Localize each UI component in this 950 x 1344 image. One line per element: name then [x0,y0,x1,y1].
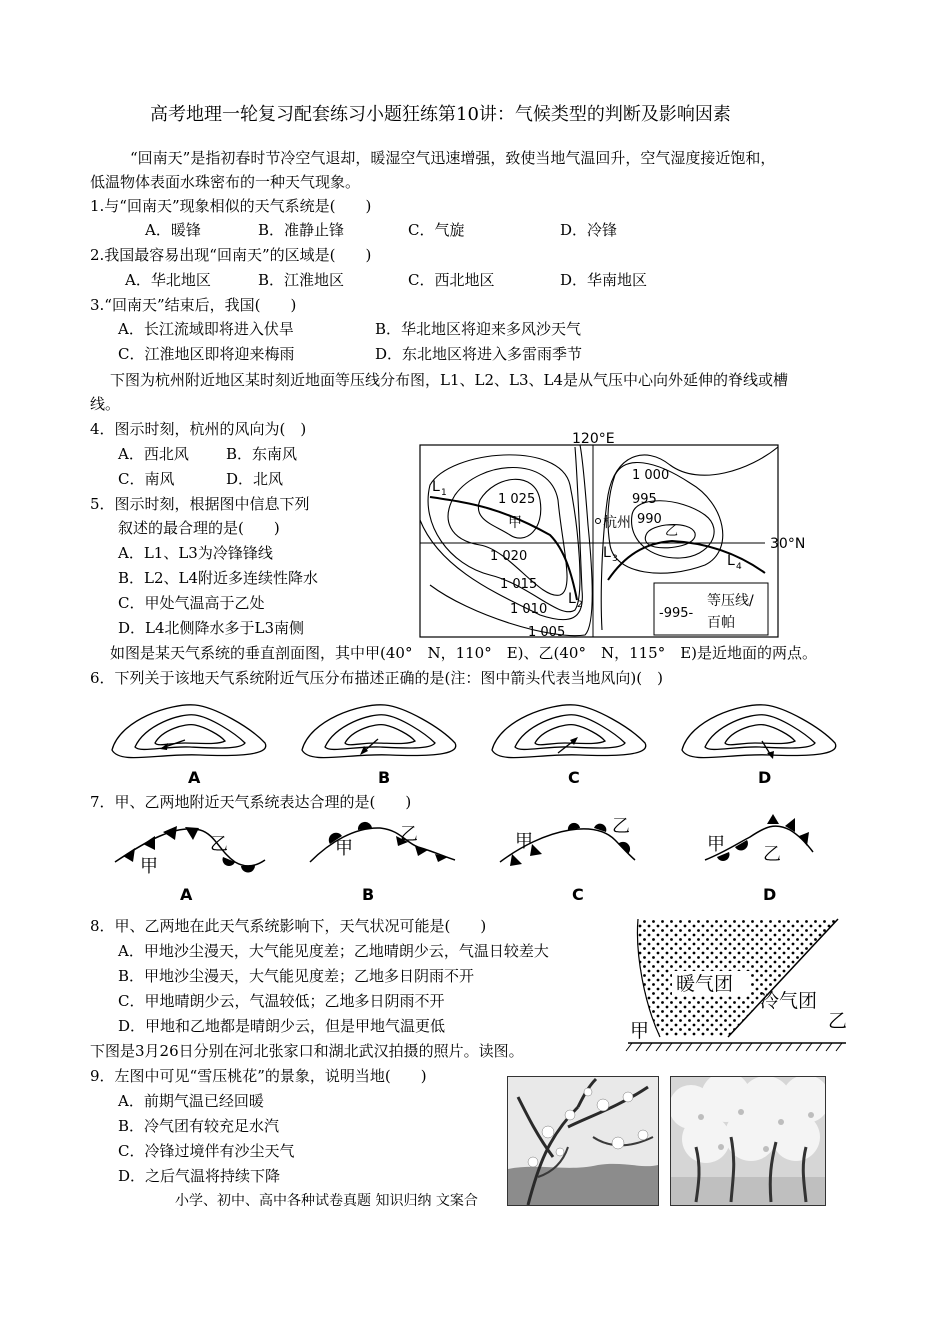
q2-option-d[interactable]: D．华南地区 [560,271,648,289]
L2-sub: 2 [577,600,583,610]
q3-option-c[interactable]: C．江淮地区即将迎来梅雨 [118,345,295,363]
q7-b-yi: 乙 [400,824,418,845]
question-3-stem: 3.“回南天”结束后，我国( ) [90,296,297,314]
section-jia: 甲 [630,1020,650,1042]
q1-option-b[interactable]: B．准静止锋 [258,221,345,239]
latitude-label: 30°N [770,536,806,552]
isobar-label-1010: 1 010 [510,602,548,617]
isobar-label-1005: 1 005 [528,625,566,640]
q7-label-a: A [180,885,193,904]
warm-air-label: 暖气团 [676,973,734,995]
q6-diagram-c[interactable] [492,705,646,787]
q6-diagram-d[interactable] [682,705,836,787]
L1-label: L [432,479,440,495]
q7-label-c: C [572,885,584,904]
q7-diagram-d[interactable] [705,814,813,904]
isobar-label-1015: 1 015 [500,577,538,592]
intro-paragraph: “回南天”是指初春时节冷空气退却，暖湿空气迅速增强，致使当地气温回升，空气湿度接近饱和， [130,149,776,167]
question-6-stem: 6．下列关于该地天气系统附近气压分布描述正确的是(注：图中箭头代表当地风向)( ) [90,669,663,687]
isobar-map [410,425,830,645]
hangzhou-label: 杭州 [603,515,631,531]
q4-option-d[interactable]: D．北风 [226,470,284,488]
L3-sub: 3 [612,554,618,564]
question-5-stem: 5．图示时刻，根据图中信息下列 [90,495,310,513]
q7-c-yi: 乙 [612,816,630,837]
q7-diagram-a[interactable] [115,826,265,904]
q9-option-d[interactable]: D．之后气温将持续下降 [118,1167,281,1185]
q5-option-d[interactable]: D．L4北侧降水多于L3南侧 [118,619,305,637]
q6-label-d: D [758,768,772,787]
q7-a-yi: 乙 [210,834,228,855]
q3-option-d[interactable]: D．东北地区将进入多雷雨季节 [375,345,583,363]
map-intro: 下图为杭州附近地区某时刻近地面等压线分布图，L1、L2、L3、L4是从气压中心向外延伸的脊线或槽 [110,371,789,389]
q5-option-c[interactable]: C．甲处气温高于乙处 [118,594,265,612]
cold-air-label: 冷气团 [760,990,818,1012]
legend-text-2: 百帕 [707,615,735,631]
isobar-label-995: 995 [632,492,657,507]
map-intro-cont: 线。 [90,395,121,413]
yi-label: 乙 [665,524,679,539]
q7-label-d: D [763,885,777,904]
L1-sub: 1 [441,488,447,498]
q4-option-c[interactable]: C．南风 [118,470,175,488]
photo-wuhan [670,1076,826,1206]
q7-d-yi: 乙 [763,844,781,865]
legend-text-1: 等压线/ [707,593,754,609]
q6-diagram-b[interactable] [302,705,456,787]
q7-diagram-c[interactable] [500,816,635,904]
question-7-stem: 7．甲、乙两地附近天气系统表达合理的是( ) [90,793,412,811]
q8-option-b[interactable]: B．甲地沙尘漫天，大气能见度差；乙地多日阴雨不开 [118,967,475,985]
q7-c-jia: 甲 [515,831,533,852]
jia-label: 甲 [508,515,522,531]
q6-diagrams [100,695,880,790]
question-1-stem: 1.与“回南天”现象相似的天气系统是( ) [90,197,372,215]
page-title: 高考地理一轮复习配套练习小题狂练第10讲：气候类型的判断及影响因素 [150,104,731,125]
question-9-stem: 9．左图中可见“雪压桃花”的景象，说明当地( ) [90,1067,427,1085]
q8-option-d[interactable]: D．甲地和乙地都是晴朗少云，但是甲地气温更低 [118,1017,446,1035]
question-5-stem-cont: 叙述的最合理的是( ) [118,519,280,537]
q3-option-b[interactable]: B．华北地区将迎来多风沙天气 [375,320,582,338]
air-mass-section [620,915,850,1055]
question-8-stem: 8．甲、乙两地在此天气系统影响下，天气状况可能是( ) [90,917,487,935]
isobar-label-1025: 1 025 [498,492,536,507]
photo-zhangjiakou [507,1076,659,1206]
L4-label: L [727,553,735,569]
q3-option-a[interactable]: A．长江流域即将进入伏旱 [118,320,294,338]
q8-option-a[interactable]: A．甲地沙尘漫天，大气能见度差；乙地晴朗少云，气温日较差大 [118,942,549,960]
legend-sample: -995- [659,606,694,621]
q9-option-b[interactable]: B．冷气团有较充足水汽 [118,1117,280,1135]
longitude-label: 120°E [572,431,615,447]
q1-option-a[interactable]: A．暖锋 [145,221,201,239]
q9-option-a[interactable]: A．前期气温已经回暖 [118,1092,264,1110]
q6-label-a: A [188,768,201,787]
photo-intro: 下图是3月26日分别在河北张家口和湖北武汉拍摄的照片。读图。 [90,1042,524,1060]
q9-option-c[interactable]: C．冷锋过境伴有沙尘天气 [118,1142,295,1160]
q7-diagram-b[interactable] [310,822,455,904]
q7-diagrams [105,812,855,907]
section-intro: 如图是某天气系统的垂直剖面图，其中甲(40° N，110° E)、乙(40° N，115° E)是近地面的两点。 [110,644,817,662]
q8-option-c[interactable]: C．甲地晴朗少云，气温较低；乙地多日阴雨不开 [118,992,445,1010]
q7-a-jia: 甲 [140,856,158,877]
question-2-stem: 2.我国最容易出现“回南天”的区域是( ) [90,246,372,264]
L3-label: L [603,545,611,561]
q6-diagram-a[interactable] [112,705,266,787]
page-footer: 小学、初中、高中各种试卷真题 知识归纳 文案合 [175,1193,478,1209]
q2-option-a[interactable]: A．华北地区 [125,271,211,289]
isobar-label-1020: 1 020 [490,549,528,564]
q1-option-d[interactable]: D．冷锋 [560,221,618,239]
section-yi: 乙 [828,1010,848,1032]
q7-b-jia: 甲 [335,838,353,859]
q5-option-b[interactable]: B．L2、L4附近多连续性降水 [118,569,319,587]
q4-option-b[interactable]: B．东南风 [226,445,298,463]
q7-d-jia: 甲 [707,834,725,855]
q5-option-a[interactable]: A．L1、L3为冷锋锋线 [118,544,273,562]
ground-hatch [626,1043,842,1051]
L2-label: L [568,591,576,607]
q2-option-b[interactable]: B．江淮地区 [258,271,345,289]
isobar-label-1000: 1 000 [632,468,670,483]
L4-sub: 4 [736,562,742,572]
q4-option-a[interactable]: A．西北风 [118,445,189,463]
intro-paragraph-cont: 低温物体表面水珠密布的一种天气现象。 [90,173,361,191]
q2-option-c[interactable]: C．西北地区 [408,271,495,289]
question-4-stem: 4．图示时刻，杭州的风向为( ) [90,420,307,438]
isobar-label-990: 990 [637,512,662,527]
q6-label-c: C [568,768,580,787]
q1-option-c[interactable]: C．气旋 [408,221,465,239]
q7-label-b: B [362,885,375,904]
q6-label-b: B [378,768,391,787]
